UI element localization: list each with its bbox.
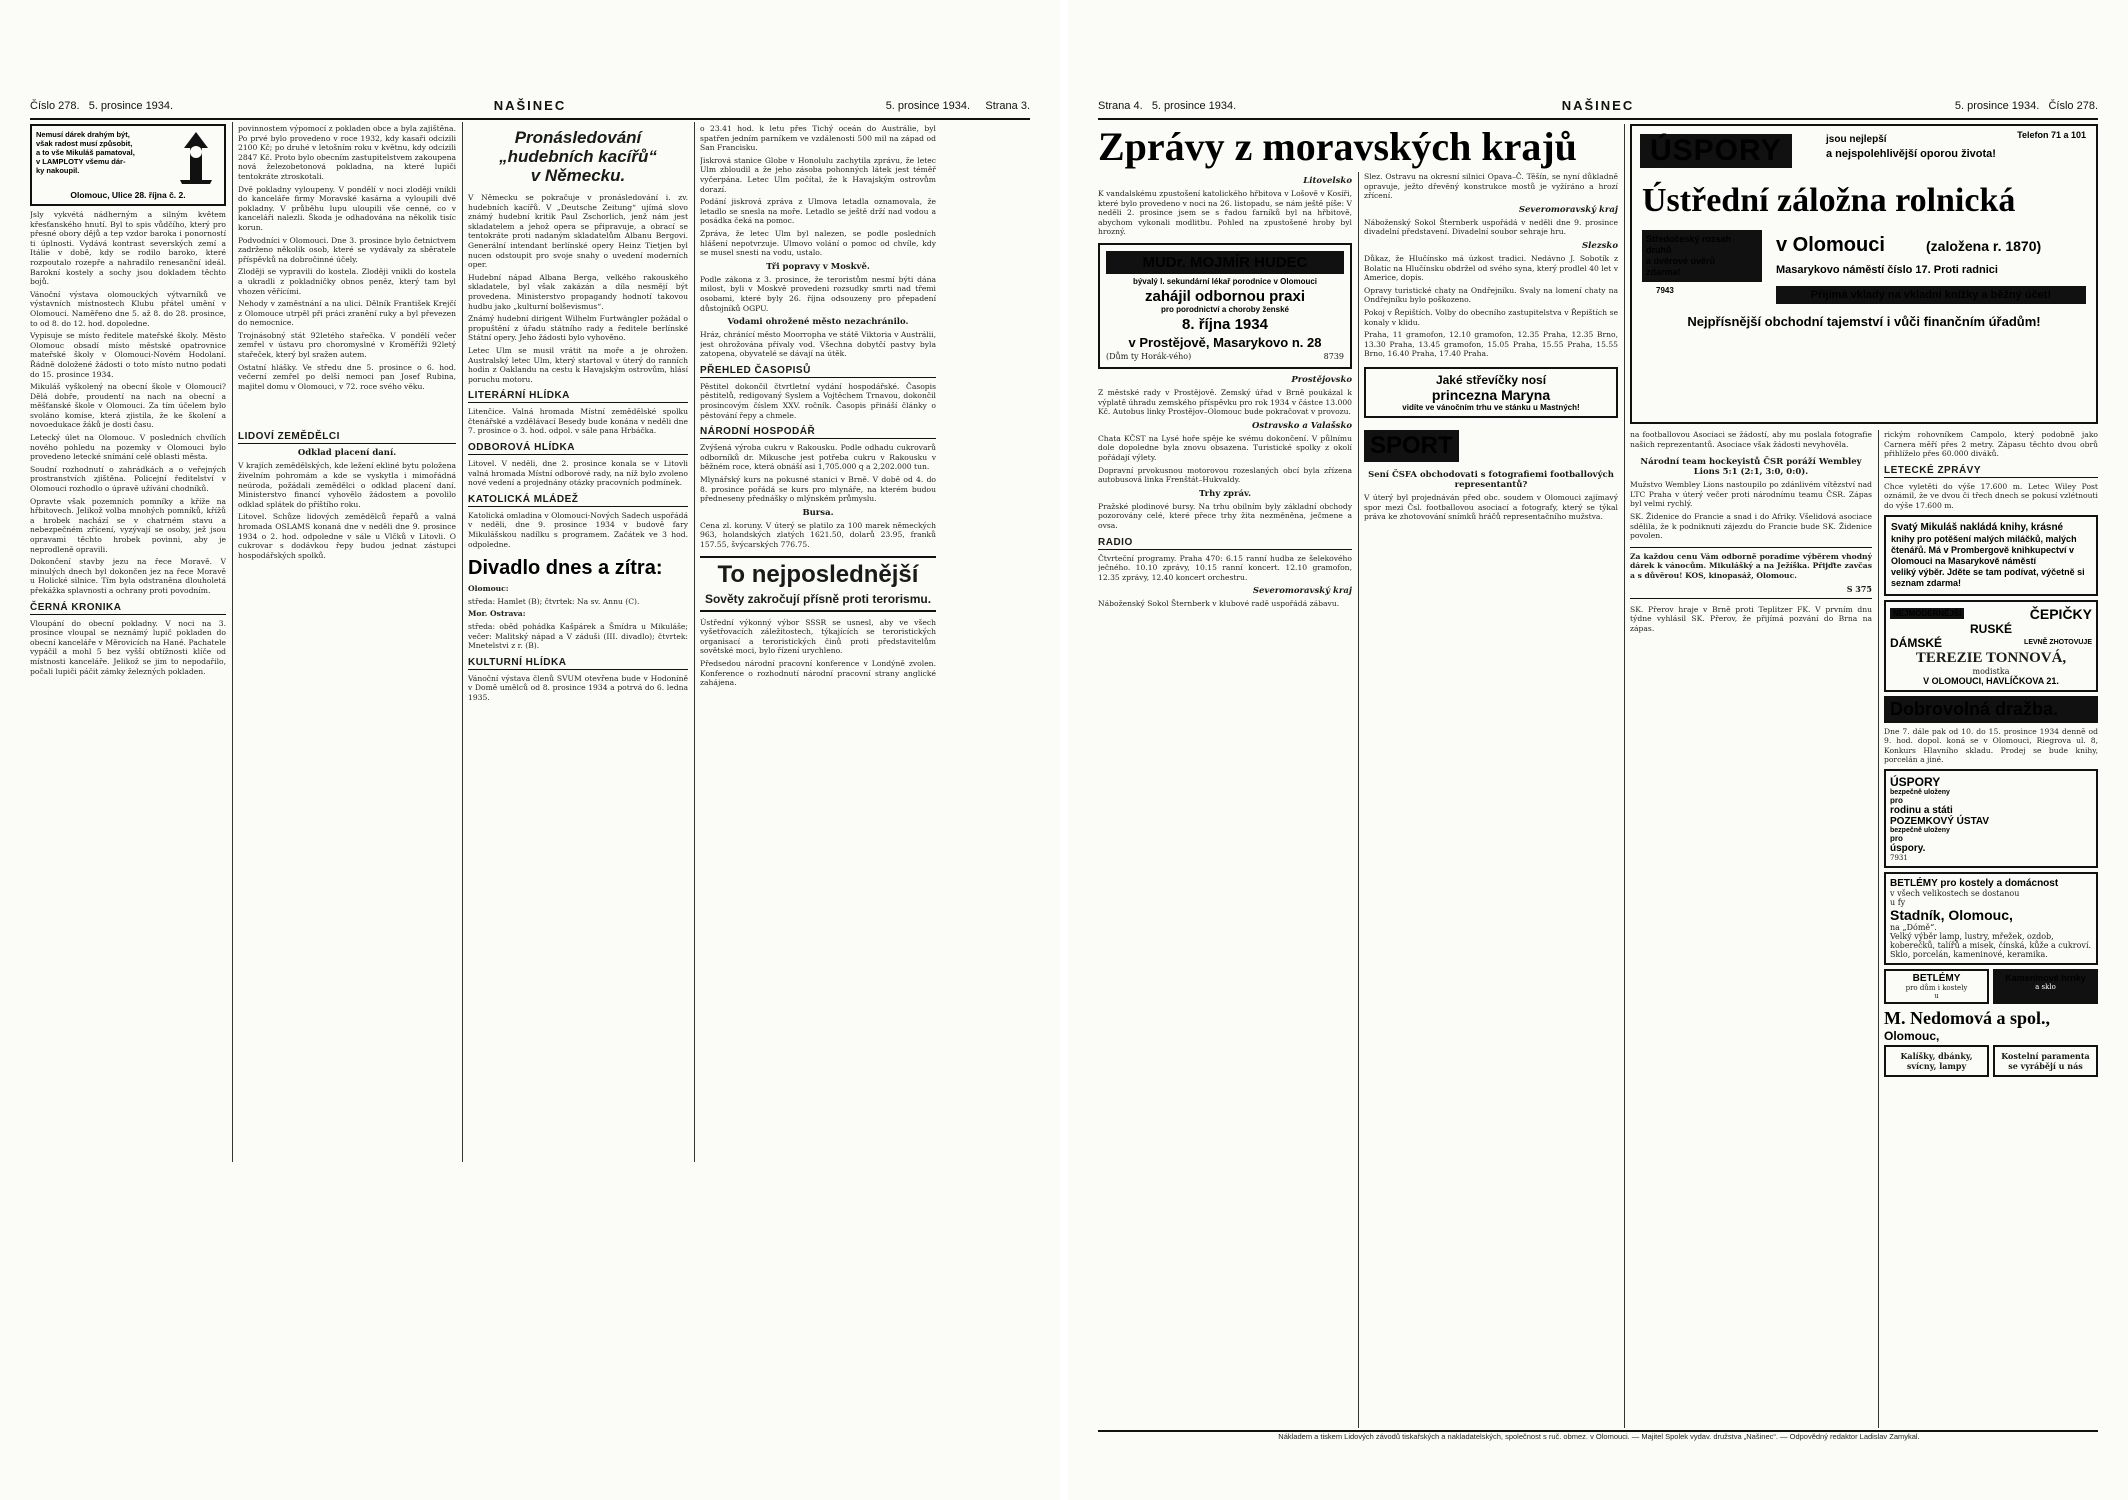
savings-bank-ad — [1630, 124, 2098, 424]
region-heading: Severomoravský kraj — [1518, 204, 1618, 215]
shoe-ad-line: Jaké střevíčky nosí — [1435, 372, 1547, 387]
article: Trojnásobný stát 92letého stařečka. V pondělí večer zemřel v ústavu pro choromyslné v Kroměříži 92letý stařeček, který byl sražen autem. — [238, 330, 456, 360]
ad-line: ky nakoupil. — [36, 166, 80, 175]
left-column-4 — [700, 124, 936, 1164]
section-heading: PŘEHLED ČASOPISŮ — [700, 365, 936, 378]
right-running-head — [1098, 96, 2098, 118]
right-page-number: Strana 4. 5. prosince 1934. — [1098, 100, 1237, 112]
gift-advice-text: Za každou cenu Vám odborně poradíme výběrem vhodný dárek k vánocům. Mikulášký a na Ježíška. Přijďte zavčas a s důvěrou! KOS, kinopasáž, Olomouc. — [1630, 551, 1872, 580]
land-bank-line: úspory. — [1890, 842, 1926, 854]
right-header-rule — [1098, 118, 2098, 120]
left-col-divider-1 — [232, 122, 233, 1162]
section-heading: KATOLICKÁ MLÁDEŽ — [468, 494, 688, 507]
article: Vánoční výstava olomouckých výtvarníků ve výstavních místnostech Klubu přátel umění v Olomouci. Naměřeno dne 5. až 8. do 28. prosince, to od 8. do 12. hod. dopoledne. — [30, 289, 226, 328]
ad-address: Masarykovo náměstí číslo 17. Proti radnici — [1776, 264, 1998, 276]
doctor-name: MUDr. MOJMÍR HUDEC — [1106, 251, 1344, 274]
left-col-divider-2 — [462, 122, 463, 1162]
st-nicholas-icon — [174, 130, 218, 184]
hat-ad-address: V OLOMOUCI, HAVLÍČKOVA 21. — [1923, 675, 2059, 686]
lamps-ad — [1884, 872, 2098, 965]
imprint-footer: Nákladem a tiskem Lidových závodů tiskařských a nakladatelských, společnost s ruč. obmez. v Olomouci. — Majitel Spolek vydav. družstva „Našinec“. — Odpovědný redaktor Ladislav Zamykal. — [1278, 1432, 1920, 1441]
left-issue-number: Číslo 278. 5. prosince 1934. — [30, 100, 174, 112]
article: Náboženský Sokol Šternberk v klubové radě uspořádá zábavu. — [1098, 599, 1340, 609]
left-column-3 — [468, 124, 688, 1164]
right-col-divider-1 — [1358, 172, 1359, 1428]
ad-tagline: jsou nejlepší — [1826, 134, 1887, 145]
article: povinnostem výpomocí z pokladen obce a byla zajištěna. Po prvé bylo provedeno v roce 1932, kdy kasaři odcizili 2100 Kč; po druhé v letošním roku v květnu, kdy odcizili 2847 Kč. Proto bylo obecním zastupitelstvem zakoupena nová železobetonová pokladna, na které lupiči tentokráte ztroskotali. — [238, 124, 456, 181]
ad-bank-name: Ústřední záložna rolnická — [1642, 182, 2016, 219]
hat-ad — [1884, 600, 2098, 692]
doctor-line: pro porodnictví a choroby ženské — [1160, 304, 1290, 314]
article: Cena zl. koruny. V úterý se platilo za 100 marek německých 963, holandských zlatých 1621.50, dolarů 23.95, franků 157.55, švýcarských 776.75. — [700, 520, 936, 549]
section-heading: LITERÁRNÍ HLÍDKA — [468, 390, 688, 403]
theatre-program: středa: Hamlet (B); čtvrtek: Na sv. Annu (C). — [468, 596, 640, 606]
article: Vypisuje se místo ředitele mateřské školy. Město Olomouc obsadí místo městské opatrovnice mateřské školy v Olomouci-Novém Hodolaní. Řádně doložené žádosti o toto místo nutno podati do 15. prosince 1934. — [30, 331, 226, 379]
nativity-ad-sub: pro dům i kostely — [1905, 983, 1968, 992]
right-column-3 — [1630, 430, 1872, 1428]
section-heading: RADIO — [1098, 537, 1352, 550]
land-bank-ad — [1884, 769, 2098, 868]
pottery-ad-sub: a sklo — [2035, 982, 2056, 991]
left-running-head — [30, 96, 1030, 118]
article: Nehody v zaměstnání a na ulici. Dělník František Krejčí z Olomouce utrpěl při práci zranění ruky a byl převezen do nemocnice. — [238, 299, 456, 328]
hat-ad-russian: RUSKÉ — [1969, 621, 2012, 636]
right-col-divider-2 — [1624, 124, 1625, 1428]
hat-ad-tag: NEJMODERNĚJŠÍ — [1890, 608, 1964, 619]
books-ad — [1884, 515, 2098, 596]
article: Pokoj v Řepištích. Volby do obecního zastupitelstva v Řepištích se konaly v klidu. — [1364, 307, 1618, 327]
right-column-2 — [1364, 172, 1618, 1428]
ad-city: v Olomouci — [1776, 234, 1885, 256]
pottery-ad-title: Kameninové hrnky — [1997, 973, 2094, 983]
article: Vánoční výstava členů SVUM otevřena bude v Hodoníně v Domě umělců od 8. prosince 1934 a potrvá do 6. ledna 1935. — [468, 673, 688, 702]
article: Litovel. V neděli, dne 2. prosince konala se v Litovli valná hromada Místní odborové rady, na níž bylo zvoleno nové vedení a projednány otázky pracovních podmínek. — [468, 459, 688, 488]
right-issue-number: 5. prosince 1934. Číslo 278. — [1954, 100, 2098, 112]
ad-small-box — [1642, 230, 1762, 282]
article: Slez. Ostravu na okresní silnici Opava–Č. Těšín, se nyní důkladně opravuje, ježto dřevěný konstrukce mostů je vyžíráno a hrozí zřícení. — [1364, 172, 1618, 201]
right-column-4 — [1884, 430, 2098, 1428]
nedomova-city: Olomouc, — [1884, 1028, 1940, 1043]
article: Katolická omladina v Olomouci-Nových Sadech uspořádá v neděli, dne 9. prosince 1934 v budově fary Mikulášskou nadílku s programem. Začátek ve 3 hod. odpoledne. — [468, 510, 688, 549]
right-masthead: NAŠINEC — [1561, 98, 1635, 113]
region-heading: Slezsko — [1582, 240, 1618, 251]
banner-line: Pronásledování „hudebních kacířů“ — [499, 128, 657, 166]
region-heading: Litovelsko — [1303, 176, 1352, 186]
ad-uspory-word: ÚSPORY — [1640, 134, 1792, 168]
nedomova-box: Kalíšky, dbánky, svícny, lampy — [1884, 1045, 1989, 1077]
article: Dokončení stavby jezu na řece Moravě. V minulých dnech byl dokončen jez na řece Moravě u Holické silnice. Tím byla odstraněna dlouholetá překážka splavnosti a ochrany proti povodním. — [30, 557, 226, 595]
left-column-2 — [238, 124, 456, 1164]
land-bank-line: pro — [1890, 833, 1903, 843]
article: na footballovou Asociaci se žádostí, aby mu poslala fotografie našich reprezentantů. Asociace však žádosti nevyhověla. — [1630, 430, 1872, 449]
ad-line: Nemusí dárek drahým být, — [36, 130, 130, 139]
nedomova-name: M. Nedomová a spol., — [1884, 1007, 2050, 1028]
article: Ostatní hlášky. Ve středu dne 5. prosince o 6. hod. večerní zemřel po delší nemoci pan Josef Rubina, majitel domu v Olomouci, v 72. roce svého věku. — [238, 362, 456, 391]
ad-founded: (založena r. 1870) — [1926, 238, 2042, 254]
region-heading: Ostravsko a Valašsko — [1252, 420, 1352, 431]
article: Čtvrteční programy. Praha 470: 6.15 ranní hudba ze šelekového ječného. 10.10 zprávy, 10.15 ranní koncert. 12.10 gramofon, 12.35 zprávy, 12.40 koncert orchestru. — [1098, 553, 1352, 582]
left-newspaper-page — [0, 0, 1060, 1500]
article: Letecký úlet na Olomouc. V posledních chvílích nového pohledu na pozemky v Olomouci bylo provedeno letecké snímání celé oblasti města. — [30, 433, 226, 462]
land-bank-line: rodinu a státi — [1890, 804, 1953, 816]
article-subhead: Odklad placení daní. — [297, 448, 397, 459]
ad-line: a to vše Mikuláš pamatoval, — [36, 148, 135, 157]
article: V úterý byl projednáván před obc. soudem v Olomouci zajímavý spor mezi Čsl. footballovou asociací a fotografy, který se týkal práva ke zhotovování snímků hráčů representačního mužstva. — [1364, 492, 1618, 522]
article: Pražské plodinové bursy. Na trhu obilním byly základní obchody pozorovány celé, které přece trhy žita nezměněna, ječmene a ovsa. — [1098, 501, 1352, 530]
article: Chata KČST na Lysé hoře spěje ke svému dokončení. V půlnímu dole dopoledne byla znovu obsazena. Turistické spolky z okolí pořádají výlety. — [1098, 433, 1352, 462]
right-newspaper-page — [1068, 0, 2128, 1500]
ad-secret: Nejpřísnější obchodní tajemství i vůči finančním úřadům! — [1687, 314, 2041, 329]
page-gutter — [1060, 0, 1068, 1500]
section-heading: ODBOROVÁ HLÍDKA — [468, 442, 688, 455]
doctor-date: 8. října 1934 — [1182, 315, 1268, 333]
banner-line: v Německu. — [530, 166, 626, 185]
lamploty-ad — [30, 124, 226, 206]
hat-ad-cheaper: LEVNĚ ZHOTOVUJE — [2024, 639, 2092, 647]
land-bank-line: bezpečně uloženy — [1890, 788, 1950, 796]
article: Opravy turistické chaty na Ondřejníku. Svaly na lomení chaty na Ondřejníku bylo poškozeno. — [1364, 285, 1618, 305]
lamps-ad-line: na „Dómě“. — [1890, 922, 1937, 932]
article: Mlynářský kurs na pokusné stanici v Brně. V době od 4. do 8. prosince pořádá se kurs pro mlynáře, na kterém budou předneseny přednášky o mlýnském průmyslu. — [700, 475, 936, 504]
article: Zpráva, že letec Ulm byl nalezen, se podle posledních hlášení nepotvrzuje. Ulmovo volání o pomoc od chvíle, kdy se musel snesti na vodu, ustalo. — [700, 228, 936, 258]
persecution-banner — [468, 128, 688, 185]
section-heading: LETECKÉ ZPRÁVY — [1884, 465, 2098, 478]
article: Litenčice. Valná hromada Místní zemědělské spolku čtenářské a vzdělávací Besedy bude konána v neděli dne 7. prosince o 3. hod. odpol. v sále pana Hrbáčka. — [468, 407, 688, 436]
theatre-city: Mor. Ostrava: — [468, 609, 526, 619]
nativity-ad — [1884, 969, 1989, 1004]
left-header-rule — [30, 118, 1030, 120]
nativity-ad-title: BETLÉMY — [1912, 972, 1961, 984]
article: Podle zákona z 3. prosince, že teroristům nesmí býti dána milost, byli v Moskvě provedeni rozsudky smrti nad třemi osobami, které byly 26. října odsouzeny pro přepadení důstojníků OGPU. — [700, 274, 936, 313]
latest-news-box — [700, 556, 936, 612]
left-column-1 — [30, 124, 226, 1164]
article: Podvodníci v Olomouci. Dne 3. prosince bylo četnictvem zadrženo několik osob, které se vydávaly za sběratele příspěvků na dobročinné účely. — [238, 235, 456, 264]
land-bank-line: POZEMKOVÝ ÚSTAV — [1890, 815, 1990, 827]
doctor-ad — [1098, 243, 1352, 369]
books-ad-line: veliký výběr. Jděte se tam podívat, výčetně si seznam zdarma! — [1891, 566, 2085, 588]
section-heading: LIDOVÍ ZEMĚDĚLCI — [238, 431, 456, 444]
article: Hráz, chránící město Moorropha ve státě Viktoria v Austrálii, jest ohrožována přívaly vod. Všechna dobytčí pastvy byla zatopena, obyvatelé se dávají na útěk. — [700, 330, 936, 359]
article: Hudební nápad Albana Berga, velkého rakouského skladatele, byl však zakázán a díla nesmějí být provedena. Ministerstvo propagandy hodnotí takovou hudbu jako „kulturní bolševismus“. — [468, 272, 688, 311]
article: Známý hudební dirigent Wilhelm Furtwängler požádal o propuštění z úřadu státního rady a ředitele berlínské Státní opery. Jeho žádosti bylo vyhověno. — [468, 314, 688, 343]
ad-small-line: a úvěrové úvěrů — [1646, 256, 1716, 266]
ad-small-line: zdarma! — [1646, 267, 1681, 277]
left-masthead: NAŠINEC — [493, 98, 567, 113]
ad-phone: Telefon 71 a 101 — [2017, 130, 2086, 140]
lamps-ad-line: u fy — [1890, 897, 1906, 907]
right-col-divider-3 — [1878, 430, 1879, 1428]
article: Náboženský Sokol Šternberk uspořádá v neděli dne 9. prosince divadelní představení. Divadelní soubor sehraje hru. — [1364, 217, 1618, 237]
theatre-program: středa: oběd pohádka Kašpárek a Šmídra u Mikuláše; večer: Malitský nápad a V záduši (III. divadlo); čtvrtek: Mnetelstvi z r. (B). — [468, 622, 688, 651]
article: Vloupání do obecní pokladny. V noci na 3. prosince vloupal se neznámý lupič pokladen do obecní kanceláře v Měrovicích na Hané. Pachatele vypáčil a mohl 5 bez vyšší obtížnosti klíče od místnosti kanceláře. Jelikož se jim to nepodařilo, počali lupiči páčit zámky železných pokladen. — [30, 618, 226, 676]
land-bank-word: ÚSPORY — [1890, 774, 1941, 789]
article: Předsedou národní pracovní konference v Londýně zvolen. Konference o rozhodnutí národní pracovní strany anglické zahájena. — [700, 658, 936, 688]
latest-news-subheadline: Sověty zakročují přísně proti terorismu. — [704, 591, 932, 606]
lamps-ad-head: BETLÉMY pro kostely a domácnost — [1890, 877, 2059, 889]
land-bank-line: bezpečně uloženy — [1890, 826, 1950, 834]
article: Podání jiskrová zpráva z Ulmova letadla oznamovala, že letadlo se snesla na moře. Letadlo se ještě drží nad vodou a posádka čeká na pomoc. — [700, 197, 936, 226]
latest-news-headline: To nejposlednější — [717, 560, 919, 588]
ad-tagline: a nejspolehlivější oporou života! — [1826, 148, 1996, 160]
section-heading: KULTURNÍ HLÍDKA — [468, 657, 688, 670]
land-bank-code: 7931 — [1890, 853, 1908, 862]
hat-ad-word: ČEPIČKY — [2029, 605, 2092, 622]
books-ad-line: Svatý Mikuláš nakládá knihy, krásné — [1891, 521, 2064, 533]
article: Dopravní prvokusnou motorovou rozeslaných obcí byla zřízena autobusová linka Frenštát–Hukvaldy. — [1098, 465, 1352, 485]
section-heading: NÁRODNÍ HOSPODÁŘ — [700, 426, 936, 439]
article: Zvýšená výroba cukru v Rakousku. Podle odhadu cukrovarů odborníků dr. Mikusche jest potřeba cukru v Rakousku v běžném roce, která obnáší asi 1,705.000 q a 2,202.000 tun. — [700, 443, 936, 472]
article: Zloději se vypravili do kostela. Zloději vnikli do kostela a ukradli z pokladničky obnos peněz, který tam byl vhozen věřícími. — [238, 267, 456, 296]
article: Praha, 11 gramofon, 12.10 gramofon, 12.35 Praha, 12.35 Brno, 13.30 Praha, 13.45 gramofon, 15.05 Praha, 15.55 Praha, 15.55 Brno, 16.40 Praha, 17.40 Praha. — [1364, 330, 1618, 359]
ad-line: v LAMPLOTY všemu dár- — [36, 157, 126, 166]
lamps-ad-shop: Stadník, Olomouc, — [1890, 906, 2013, 923]
doctor-line: bývalý I. sekundární lékař porodnice v Olomouci — [1132, 276, 1318, 286]
doctor-house: (Dům ty Horák-vého) — [1106, 351, 1192, 361]
gift-advice-box — [1630, 547, 1872, 599]
theatre-heading: Divadlo dnes a zítra: — [468, 557, 663, 580]
article-subhead: Tři popravy v Moskvě. — [766, 261, 870, 272]
hat-ad-women: DÁMSKÉ — [1890, 635, 1943, 650]
sport-heading: SPORT — [1364, 430, 1459, 462]
ad-small-line: Středočeský rozsah druhů — [1646, 234, 1732, 255]
shoe-ad — [1364, 367, 1618, 418]
article: Letec Ulm se musil vrátit na moře a je ohrožen. Australský letec Ulm, který startoval v úterý do ranních hodin z Oaklandu na cestu k Havajským ostrovům, hlásí poruchu motoru. — [468, 345, 688, 384]
article: Dvě pokladny vyloupeny. V pondělí v noci zloději vnikli do kanceláře firmy Moravské kasárna a vyloupili dvě pokladny. V průběhu lupu uloupili vše cenné, co v kanceláři nalezli. Škoda je odhadována na několik tisíc korun. — [238, 184, 456, 232]
pottery-ad — [1993, 969, 2098, 1004]
article: SK. Židenice do Francie a snad i do Afriky. Všelidová asociace sdělila, že k podniknuti zájezdu do Francie bude SK. Židenice povolen. — [1630, 511, 1872, 541]
nedomova-box: Kostelní paramenta se vyrábějí u nás — [1993, 1045, 2098, 1077]
lamps-ad-line: Velký výběr lamp, lustry, mřežek, ozdob, koberečků, talířů a misek, čínská, kůže a cukroví. — [1890, 931, 2092, 950]
article: Opravte však pozemních pomníky a kříže na hřbitovech. Jelikož volba mnohých pomníků, křížů a hrobek nachází se v chatrném stavu a nebezpečném zřícení, vyzývají se osoby, jež jsou opravami těchto hrobek povinni, aby je neprodleně opravili. — [30, 496, 226, 554]
article: Jsly vykvétá nádherným a silným květem křesťanského hnutí. Byl to spis vůdčího, který pro přesné obory dějů a tep vzdor baroka i ponorností ti úplnosti. Vydává kontrast severských zemí a Itálie v době, kdy se rodilo baroko, které rozpoutalo rozepře a nahradilo renesanční ideál. Barokní kostely a sochy jsou dokladem těchto bojů. — [30, 210, 226, 287]
article-subhead: Bursa. — [802, 507, 834, 518]
ad-line: však radost musí způsobit, — [36, 139, 133, 148]
article-subhead: Trhy zpráv. — [1198, 488, 1252, 499]
nativity-ad-sub: u — [1934, 991, 1939, 1000]
shoe-ad-line: princezna Maryna — [1431, 386, 1551, 403]
regional-news-title: Zprávy z moravských krajů — [1098, 124, 1577, 169]
section-heading: ČERNÁ KRONIKA — [30, 602, 226, 615]
auction-heading: Dobrovolná dražba. — [1884, 696, 2098, 723]
article: o 23.41 hod. k letu přes Tichý oceán do Austrálie, byl spatřen jedním parníkem ve vzdálenosti 500 mil na západ od San Francisku. — [700, 124, 936, 153]
lamps-ad-line: Sklo, porcelán, kameninové, keramika. — [1890, 949, 2048, 959]
books-ad-line: knihy pro potěšení malých miláčků, malých čtenářů. Má v Prombergově knihkupectví v Olomouci na Masarykově náměstí — [1891, 533, 2077, 566]
article: V krajích zemědělských, kde ležení ekliné bytu položena živelním pohromám a kde se vyskytla i mimořádná neúroda, požádali zemědělci o odklad placení daní. Ministerstvo financí vyhovělo žádostem a povolilo odklad splátek do příštího roku. — [238, 461, 456, 509]
doctor-line: zahájil odbornou praxi — [1144, 287, 1305, 305]
region-heading: Prostějovsko — [1291, 374, 1352, 385]
ad-code: 7943 — [1656, 286, 1674, 295]
article: rickým rohovníkem Campolo, který podobně jako Carnera měří přes 2 metry. Zápasu těchto dvou obrů přihlíželo přes 60.000 diváků. — [1884, 430, 2098, 459]
doctor-code: 8739 — [1323, 351, 1344, 361]
article: Pěstitel dokončil čtvrtletní vydání hospodářské. Časopis pěstitelů, redigovaný Syslem a Vojtěchem Trnavou, dokončil prosincovým číslem XXV. ročník. Časopis přináší články o pěstování řepy a chmele. — [700, 381, 936, 420]
left-col-divider-3 — [694, 122, 695, 1162]
hat-ad-job: modistka — [1972, 666, 2010, 676]
article: Litovel. Schůze lidových zemědělců řepařů a valná hromada OSLAMS konaná dne v neděli dne 9. prosince 1934 o 2. hod. odpoledne v sále u Vlčků v Litovli. O cukrovar s dodávkou řepy budou jednat zástupci hospodářských spolků. — [238, 512, 456, 560]
article-subhead: Vodami ohrožené město nezachránilo. — [727, 317, 909, 328]
left-page-number: 5. prosince 1934. Strana 3. — [885, 100, 1030, 112]
ad-offer: Přijímá vklady na vkladní knížky a běžný účet! — [1776, 286, 2086, 304]
article: Z městské rady v Prostějově. Zemský úřad v Brně poukázal k výplatě úhradu zemského příspěvku pro rok 1934 v částce 13.000 Kč. Autobus linky Prostějov–Olomouc bude pokračovat v provozu. — [1098, 387, 1352, 417]
article: K vandalskému zpustošení katolického hřbitova v Lošově v Kosíři, které bylo provedeno v noci na 26. listopadu, se nám ještě píše: V neděli 2. prosince jsem se s řadou farníků byl na hřbitově, abychom vykonali modlitbu. Pohled na zpustošené hroby byl hrozný. — [1098, 189, 1352, 237]
land-bank-line: pro — [1890, 795, 1903, 805]
article: Ústřední výkonný výbor SSSR se usnesl, aby ve všech vyšetřovacích záležitostech, týkajících se teroristických organisací a teroristických činů proti představitelům sovětské moci, bylo řízení urychleno. — [700, 617, 936, 656]
ad-address: Olomouc, Ulice 28. října č. 2. — [70, 190, 186, 200]
hat-ad-name: TEREZIE TONNOVÁ, — [1915, 649, 2067, 666]
shoe-ad-line: vidíte ve vánočním trhu ve stánku u Mastných! — [1402, 402, 1580, 412]
article: Mužstvo Wembley Lions nastoupilo po zdánlivém vítězství nad LTC Praha v úterý večer proti národnímu teamu ČSR. Zápas byl velmi rychlý. — [1630, 480, 1872, 509]
article-subhead: Národní team hockeyistů ČSR poráží Wembley Lions 5:1 (2:1, 3:0, 0:0). — [1640, 457, 1862, 478]
article: Jiskrová stanice Globe v Honolulu zachytila zprávu, že letec Ulm zbloudil a že jeho zásoba pohonných látek jest téměř vyčerpána. Letec Ulm počítal, že k Havajským ostrovům dorazí. — [700, 155, 936, 194]
gift-advice-code: S 375 — [1846, 583, 1872, 594]
article: V Německu se pokračuje v pronásledování i. zv. hudebních kacířů. V „Deutsche Zeitung“ ujímá slovo známý hudební kritik Paul Zschorlich, jenž nám jest skladatelem a jehož opera se připravuje, a obrací se tentokráte proti nadaným skladatelům Albanu Bergovi. Generální intendant berlínské opery Heinz Tietjen byl nucen odstoupit pro svoje snahy o uvedení moderních oper. — [468, 193, 688, 270]
region-heading: Severomoravský kraj — [1252, 586, 1352, 597]
article: Mikuláš vyškolený na obecní škole v Olomouci? Dělá dobře, proudentí na nach na obecní a měšťanské škole v Olomouci. Za tím účelem bylo svoláno komise, která zjistila, že ke školení a novoedukace žáků je dosti času. — [30, 382, 226, 430]
theatre-city: Olomouc: — [468, 584, 509, 594]
doctor-address: v Prostějově, Masarykovo n. 28 — [1128, 334, 1322, 350]
lamps-ad-line: v všech velikostech se dostanou — [1890, 888, 2020, 898]
article: SK. Přerov hraje v Brně proti Teplitzer FK. V prvním dnu týdne vyhlásil SK. Přerov, že přijímá pozvání do Brna na zápas. — [1630, 604, 1872, 633]
article-subhead: Sení ČSFA obchodovati s fotografiemi footballových representantů? — [1368, 469, 1614, 490]
article: Dne 7. dále pak od 10. do 15. prosince 1934 denně od 9. hod. dopol. koná se v Olomouci, Riegrova ul. 8, Konkurs Hlavního skladu. Prodej se bude knihy, porcelán a jiné. — [1884, 726, 2098, 765]
article: Důkaz, že Hlučínsko má úzkost tradici. Nedávno J. Sobotík z Bolatic na Hlučínsku obdržel od svého syna, který prodlel 40 let v Americe, dopis. — [1364, 253, 1618, 283]
article: Chce vyletěti do výše 17.600 m. Letec Wiley Post oznámil, že ve dvou či třech dnech se pokusí vzlétnouti do výše 17.600 m. — [1884, 481, 2098, 510]
right-column-1 — [1098, 172, 1352, 1428]
article: Soudní rozhodnutí o zahrádkách a o veřejných prostranstvích zjištěna. Policejní ředitelství v Olomouci rozhodlo o úpravě užívání chodníků. — [30, 464, 226, 494]
